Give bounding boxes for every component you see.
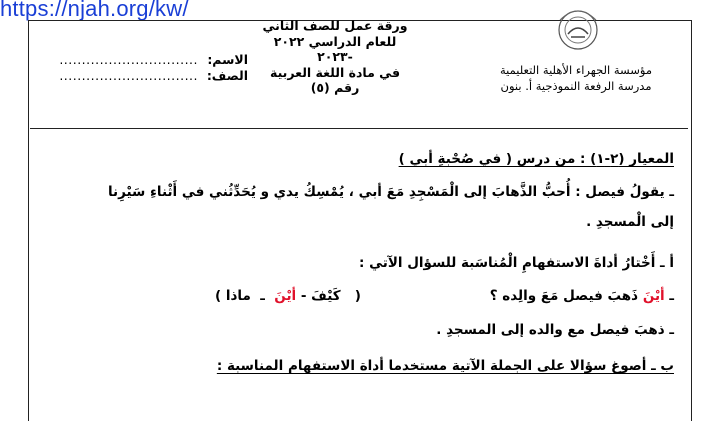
organization-block bbox=[476, 62, 676, 94]
question-rest: ذَهبَ فيصل مَعَ والِده ؟ bbox=[489, 288, 639, 304]
choice-separator: ـ bbox=[260, 288, 265, 304]
student-info-block bbox=[48, 52, 248, 84]
choice-ayna[interactable]: أيْنَ bbox=[274, 288, 297, 304]
standard-heading: المعيار (٢-١) : من درس ( في صُحْبةِ أبي ) bbox=[398, 151, 674, 167]
choices-group bbox=[215, 288, 361, 304]
class-field[interactable]: ............................... bbox=[59, 68, 198, 83]
question-dash: ـ bbox=[669, 288, 674, 304]
header-divider bbox=[30, 128, 688, 129]
organization-name: مؤسسة الجهراء الأهلية التعليمية bbox=[499, 63, 653, 77]
academic-year: للعام الدراسي ٢٠٢٢ -٢٠٢٣ bbox=[273, 33, 397, 64]
name-field[interactable]: ............................... bbox=[59, 52, 198, 67]
choice-separator: - bbox=[300, 288, 307, 304]
answer-sentence: ـ ذهبَ فيصل مع والده إلى المسجدِ . bbox=[436, 322, 674, 338]
class-label: الصف: bbox=[206, 68, 248, 83]
paragraph-line-1: ـ يقولُ فيصل : أُحبُّ الذَّهابَ إلى الْمَسْجِدِ مَعَ أبي ، يُمْسِكُ يدي و يُحَدِّثُني في أَثْناءِ سَيْرِنا bbox=[107, 184, 674, 200]
choice-kayfa[interactable]: كَيْفَ bbox=[311, 288, 341, 304]
school-name: مدرسة الرفعة النموذجية أ. بنون bbox=[500, 79, 652, 93]
school-logo-icon bbox=[554, 4, 602, 52]
source-url[interactable]: https://njah.org/kw/ bbox=[0, 0, 189, 21]
question-a: أ ـ أَخْتارُ أداةَ الاستفهامِ الْمُناسَبة للسؤال الآتي : bbox=[359, 255, 674, 271]
worksheet-title: ورقة عمل للصف الثاني bbox=[262, 18, 408, 33]
choice-matha[interactable]: ماذا bbox=[225, 288, 251, 304]
question-word-highlight: أيْنَ bbox=[642, 288, 665, 304]
worksheet-title-block bbox=[260, 18, 410, 96]
choice-open-paren: ( bbox=[354, 288, 361, 304]
question-sentence bbox=[490, 288, 674, 304]
question-b: ب ـ أصوغ سؤالا على الجملة الآتية مستخدما أداة الاستفهام المناسبة : bbox=[216, 358, 674, 374]
choice-close-paren: ) bbox=[215, 288, 222, 304]
paragraph-line-2: إلى الْمسجدِ . bbox=[586, 214, 674, 230]
worksheet-number: رقم (٥) bbox=[310, 80, 360, 95]
subject-name: في مادة اللغة العربية bbox=[269, 64, 401, 80]
name-label: الاسم: bbox=[207, 52, 248, 67]
